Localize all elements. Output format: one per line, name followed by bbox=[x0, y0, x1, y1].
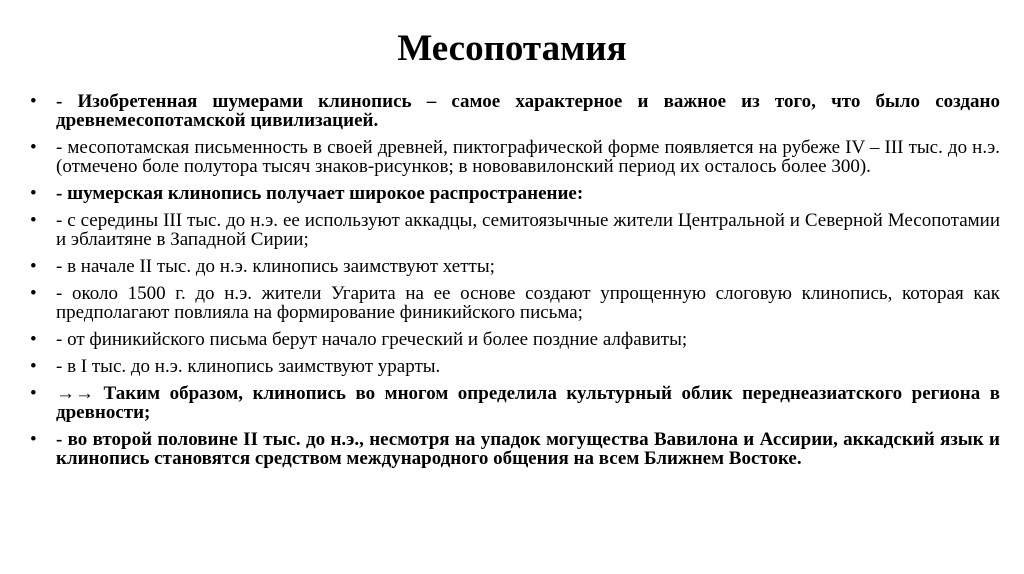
bullet-list bbox=[30, 92, 1000, 476]
bullet-text: - в I тыс. до н.э. клинопись заимствуют урарты. bbox=[56, 356, 441, 377]
bullet-text: →→ Таким образом, клинопись во многом определила культурный облик переднеазиатского региона в древности; bbox=[56, 383, 1000, 423]
bullet-icon: • bbox=[30, 383, 37, 404]
bullet-item-1 bbox=[30, 92, 1000, 130]
bullet-item-5 bbox=[30, 257, 1000, 276]
bullet-item-6 bbox=[30, 284, 1000, 322]
bullet-text: - с середины III тыс. до н.э. ее используют аккадцы, семитоязычные жители Центральной и Северной Месопотамии и эблаитяне в Западной Сирии; bbox=[56, 210, 1000, 250]
bullet-icon: • bbox=[30, 91, 37, 112]
bullet-icon: • bbox=[30, 256, 37, 277]
bullet-item-9 bbox=[30, 384, 1000, 422]
bullet-item-3 bbox=[30, 184, 1000, 203]
bullet-icon: • bbox=[30, 329, 37, 350]
bullet-icon: • bbox=[30, 210, 37, 231]
bullet-text: - Изобретенная шумерами клинопись – самое характерное и важное из того, что было создано древнемесопотамской цивилизацией. bbox=[56, 91, 1000, 131]
bullet-text: - месопотамская письменность в своей древней, пиктографической форме появляется на рубеже IV – III тыс. до н.э. (отмечено боле полутора тысяч знаков-рисунков; в нововавилонский период их осталось более 300). bbox=[56, 137, 1000, 177]
bullet-text: - от финикийского письма берут начало греческий и более поздние алфавиты; bbox=[56, 329, 688, 350]
bullet-text: - около 1500 г. до н.э. жители Угарита на ее основе создают упрощенную слоговую клинопись, которая как предполагают повлияла на формирование финикийского письма; bbox=[56, 283, 1000, 323]
bullet-icon: • bbox=[30, 283, 37, 304]
bullet-text: - шумерская клинопись получает широкое распространение: bbox=[56, 183, 584, 204]
bullet-icon: • bbox=[30, 356, 37, 377]
bullet-text: - во второй половине II тыс. до н.э., несмотря на упадок могущества Вавилона и Ассирии, аккадский язык и клинопись становятся средством международного общения на всем Ближнем Востоке. bbox=[56, 429, 1000, 469]
bullet-item-2 bbox=[30, 138, 1000, 176]
bullet-text: - в начале II тыс. до н.э. клинопись заимствуют хетты; bbox=[56, 256, 495, 277]
bullet-icon: • bbox=[30, 137, 37, 158]
bullet-icon: • bbox=[30, 429, 37, 450]
slide-title: Месопотамия bbox=[397, 28, 627, 69]
bullet-item-8 bbox=[30, 357, 1000, 376]
bullet-item-7 bbox=[30, 330, 1000, 349]
bullet-item-10 bbox=[30, 430, 1000, 468]
bullet-icon: • bbox=[30, 183, 37, 204]
bullet-item-4 bbox=[30, 211, 1000, 249]
